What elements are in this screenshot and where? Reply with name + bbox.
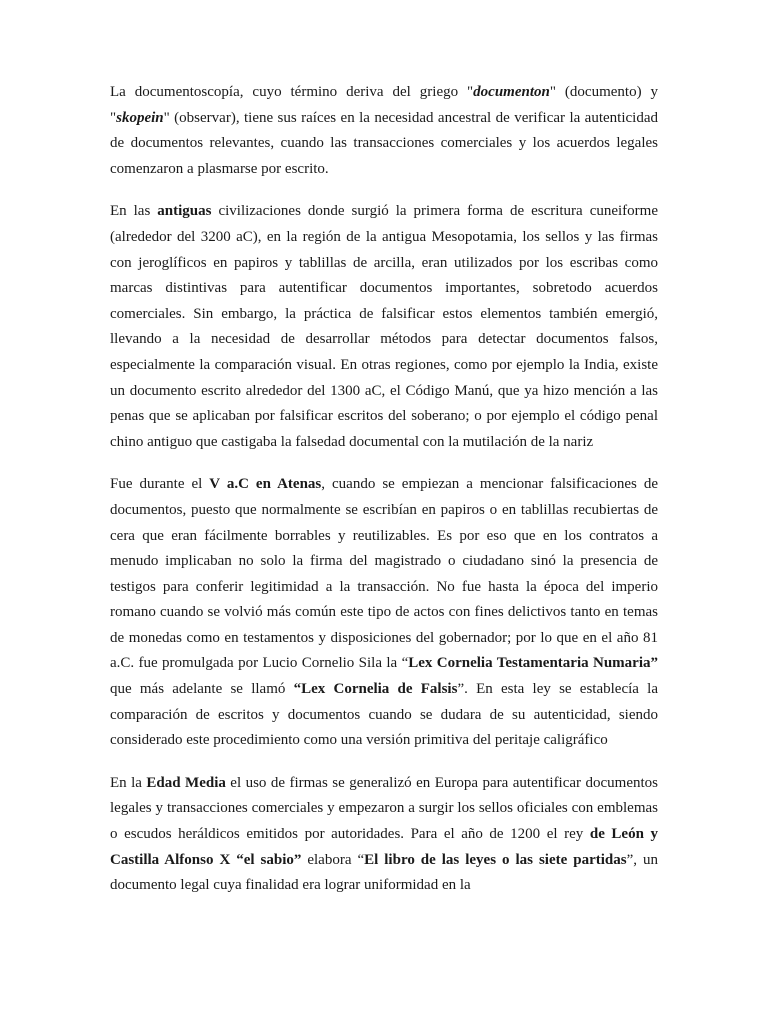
text-run: , cuando se empiezan a mencionar falsificaciones de documentos, puesto que normalmente se escribían en papiros o en tablillas recubiertas de cera que eran fácilmente borrables y reutilizables. Es por eso que en los contratos a menudo implicaban no solo la firma del magistrado o ciudadano sinó la presencia de testigos para conferir legitimidad a la transacción. No fue hasta la época del imperio romano cuando se volvió más común este tipo de actos con fines delictivos tanto en temas de monedas como en testamentos y disposiciones del gobernador; por lo que en el año 81 a.C. fue promulgada por Lucio Cornelio Sila la “ [110,476,658,672]
text-run: En la [110,774,147,791]
text-run: civilizaciones donde surgió la primera forma de escritura cuneiforme (alrededor del 3200 aC), en la región de la antigua Mesopotamia, los sellos y las firmas con jeroglíficos en papiros y tablillas de arcilla, eran utilizados por los escribas como marcas distintivas para autentificar documentos importantes, sobretodo acuerdos comerciales. Sin embargo, la práctica de falsificar estos elementos también emergió, llevando a la necesidad de desarrollar métodos para detectar documentos falsos, especialmente la comparación visual. En otras regiones, como por ejemplo la India, existe un documento escrito alrededor del 1300 aC, el Código Manú, que ya hizo mención a las penas que se aplicaban por falsificar escritos del soberano; o por ejemplo el código penal chino antiguo que castigaba la falsedad documental con la mutilación de la nariz [110,203,658,450]
bold-run: El libro de las leyes o las siete partidas [364,851,627,868]
text-run: En las [110,203,158,220]
paragraph-1 [110,80,658,182]
text-run: " (documento) y " [110,84,658,126]
paragraph-2 [110,199,658,455]
paragraph-3 [110,472,658,754]
bold-run: Lex Cornelia Testamentaria Numaria” [408,655,658,672]
bold-run: de León y Castilla Alfonso X “el sabio” [110,826,659,868]
text-run: elabora “ [301,851,365,868]
paragraph-4 [110,771,658,899]
document-body [110,80,658,916]
text-run: ”, un documento legal cuya finalidad era lograr uniformidad en la [110,851,658,894]
bold-run: antiguas [157,203,212,220]
text-run: Fue durante el [110,476,210,493]
text-run: La documentoscopía, cuyo término deriva del griego " [110,84,474,100]
text-run: el uso de firmas se generalizó en Europa para autentificar documentos legales y transacciones comerciales y empezaron a surgir los sellos oficiales con emblemas o escudos heráldicos emitidos por autoridades. Para el año de 1200 el rey [110,774,658,843]
text-run: ”. En esta ley se establecía la comparación de escritos y documentos cuando se dudara de su autenticidad, siendo considerado este procedimiento como una versión primitiva del peritaje caligráfico [110,681,658,749]
bold-run: “Lex Cornelia de Falsis [293,681,458,698]
emphasis-run: documenton [473,84,550,100]
emphasis-run: skopein [116,109,164,126]
bold-run: Edad Media [146,774,226,791]
text-run: " (observar), tiene sus raíces en la necesidad ancestral de verificar la autenticidad de documentos relevantes, cuando las transacciones comerciales y los acuerdos legales comenzaron a plasmarse por escrito. [110,109,658,177]
bold-run: V a.C en Atenas [209,476,322,493]
text-run: que más adelante se llamó [110,681,294,698]
